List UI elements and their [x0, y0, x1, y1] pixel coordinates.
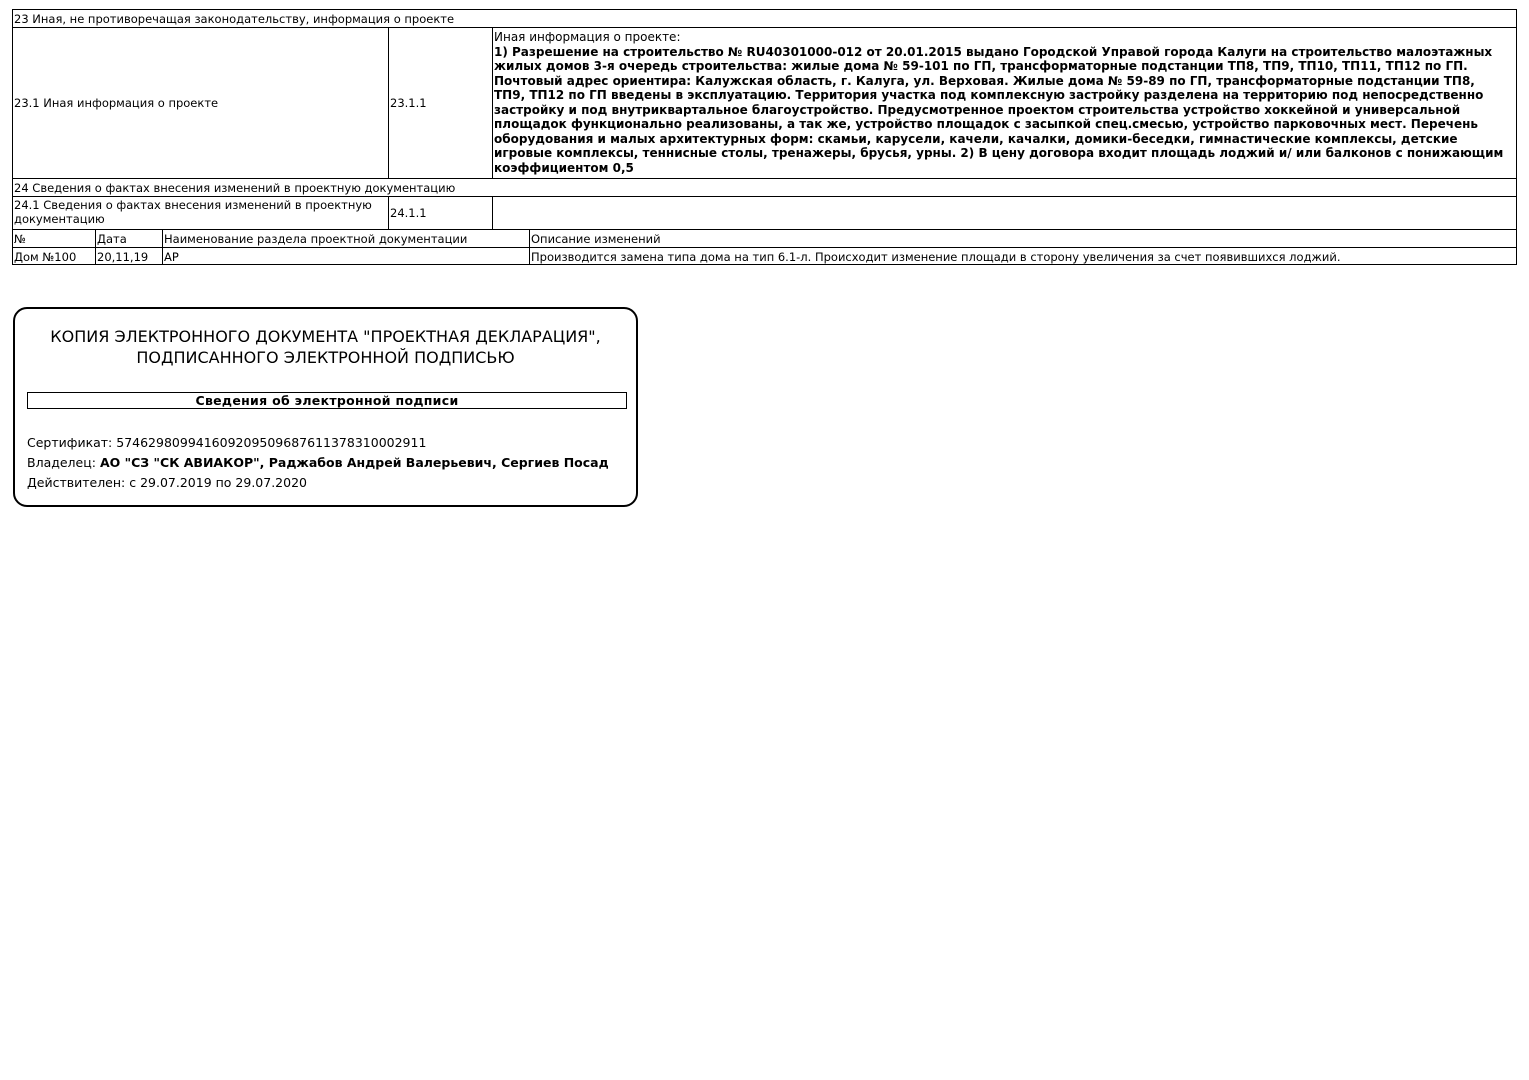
column-divider	[492, 196, 493, 229]
row-24-1-label-line: 24.1 Сведения о фактах внесения изменений в проектную	[14, 198, 372, 212]
signature-certificate	[27, 435, 426, 450]
row-23-1-info	[492, 30, 1514, 175]
signature-owner	[27, 455, 609, 470]
row-divider	[12, 196, 1517, 197]
section-23-header: 23 Иная, не противоречащая законодательству, информация о проекте	[14, 12, 455, 26]
changes-row-description: Производится замена типа дома на тип 6.1-л. Происходит изменение площади в сторону увеличения за счет появившихся лоджий.	[531, 250, 1341, 264]
section-24-header: 24 Сведения о фактах внесения изменений в проектную документацию	[14, 181, 456, 195]
info-line: ТП9, ТП12 по ГП введены в эксплуатацию. Территория участка под комплексную застройку разделена на территорию под непосредственно	[494, 88, 1484, 102]
row-divider	[12, 247, 1517, 248]
certificate-value: 574629809941609209509687611378310002911	[116, 435, 427, 450]
signature-stamp	[13, 307, 638, 507]
info-line: жилых домов 3-я очередь строительства: жилые дома № 59-101 по ГП, трансформаторные подстанции ТП8, ТП9, ТП10, ТП11, ТП12 по ГП.	[494, 59, 1468, 73]
changes-row-num: Дом №100	[14, 250, 77, 264]
info-line: Почтовый адрес ориентира: Калужская область, г. Калуга, ул. Верховая. Жилые дома № 59-89 по ГП, трансформаторные подстанции ТП8,	[494, 73, 1475, 88]
validity-value: с 29.07.2019 по 29.07.2020	[129, 475, 307, 490]
info-line: застройку и под внутриквартальное благоустройство. Предусмотренное проектом строительства устройство хоккейной и универсальной	[494, 102, 1461, 117]
changes-header-description: Описание изменений	[531, 232, 661, 246]
row-23-1-code: 23.1.1	[390, 96, 427, 110]
owner-value: АО "СЗ "СК АВИАКОР", Раджабов Андрей Валерьевич, Сергиев Посад	[99, 455, 609, 470]
info-line: коэффициентом 0,5	[494, 160, 634, 175]
info-line: площадок функционально реализованы, а так же, устройство площадок с засыпкой спец.смесью, устройство парковочных мест. Перечень	[494, 117, 1478, 131]
row-divider	[12, 178, 1517, 179]
changes-header-section: Наименование раздела проектной документации	[164, 232, 468, 246]
signature-title	[15, 326, 636, 368]
signature-validity	[27, 475, 307, 490]
changes-row-section: АР	[164, 250, 179, 264]
signature-title-line: ПОДПИСАННОГО ЭЛЕКТРОННОЙ ПОДПИСЬЮ	[136, 348, 515, 367]
validity-label: Действителен:	[27, 475, 130, 490]
changes-header-date: Дата	[97, 232, 127, 246]
row-divider	[12, 27, 1517, 28]
info-line: игровые комплексы, теннисные столы, тренажеры, брусья, урны. 2) В цену договора входит площадь лоджий и/ или балконов с понижающим	[494, 146, 1504, 160]
row-24-1-label	[12, 198, 386, 226]
row-divider	[12, 229, 1517, 230]
changes-header-num: №	[14, 232, 26, 246]
info-line: оборудования и малых архитектурных форм: скамьи, карусели, качели, качалки, домики-беседки, гимнастические комплексы, детские	[494, 131, 1458, 146]
info-line: 1) Разрешение на строительство № RU40301000-012 от 20.01.2015 выдано Городской Управой города Калуги на строительство малоэтажных	[494, 44, 1493, 59]
certificate-label: Сертификат:	[27, 435, 117, 450]
row-23-1-label: 23.1 Иная информация о проекте	[14, 96, 219, 110]
signature-title-line: КОПИЯ ЭЛЕКТРОННОГО ДОКУМЕНТА "ПРОЕКТНАЯ ДЕКЛАРАЦИЯ",	[50, 327, 601, 346]
row-24-1-code: 24.1.1	[390, 206, 427, 220]
info-title: Иная информация о проекте:	[494, 30, 681, 44]
changes-row-date: 20,11,19	[97, 250, 149, 264]
row-24-1-label-line: документацию	[14, 212, 105, 226]
signature-info-header: Сведения об электронной подписи	[27, 392, 627, 409]
owner-label: Владелец:	[27, 455, 100, 470]
